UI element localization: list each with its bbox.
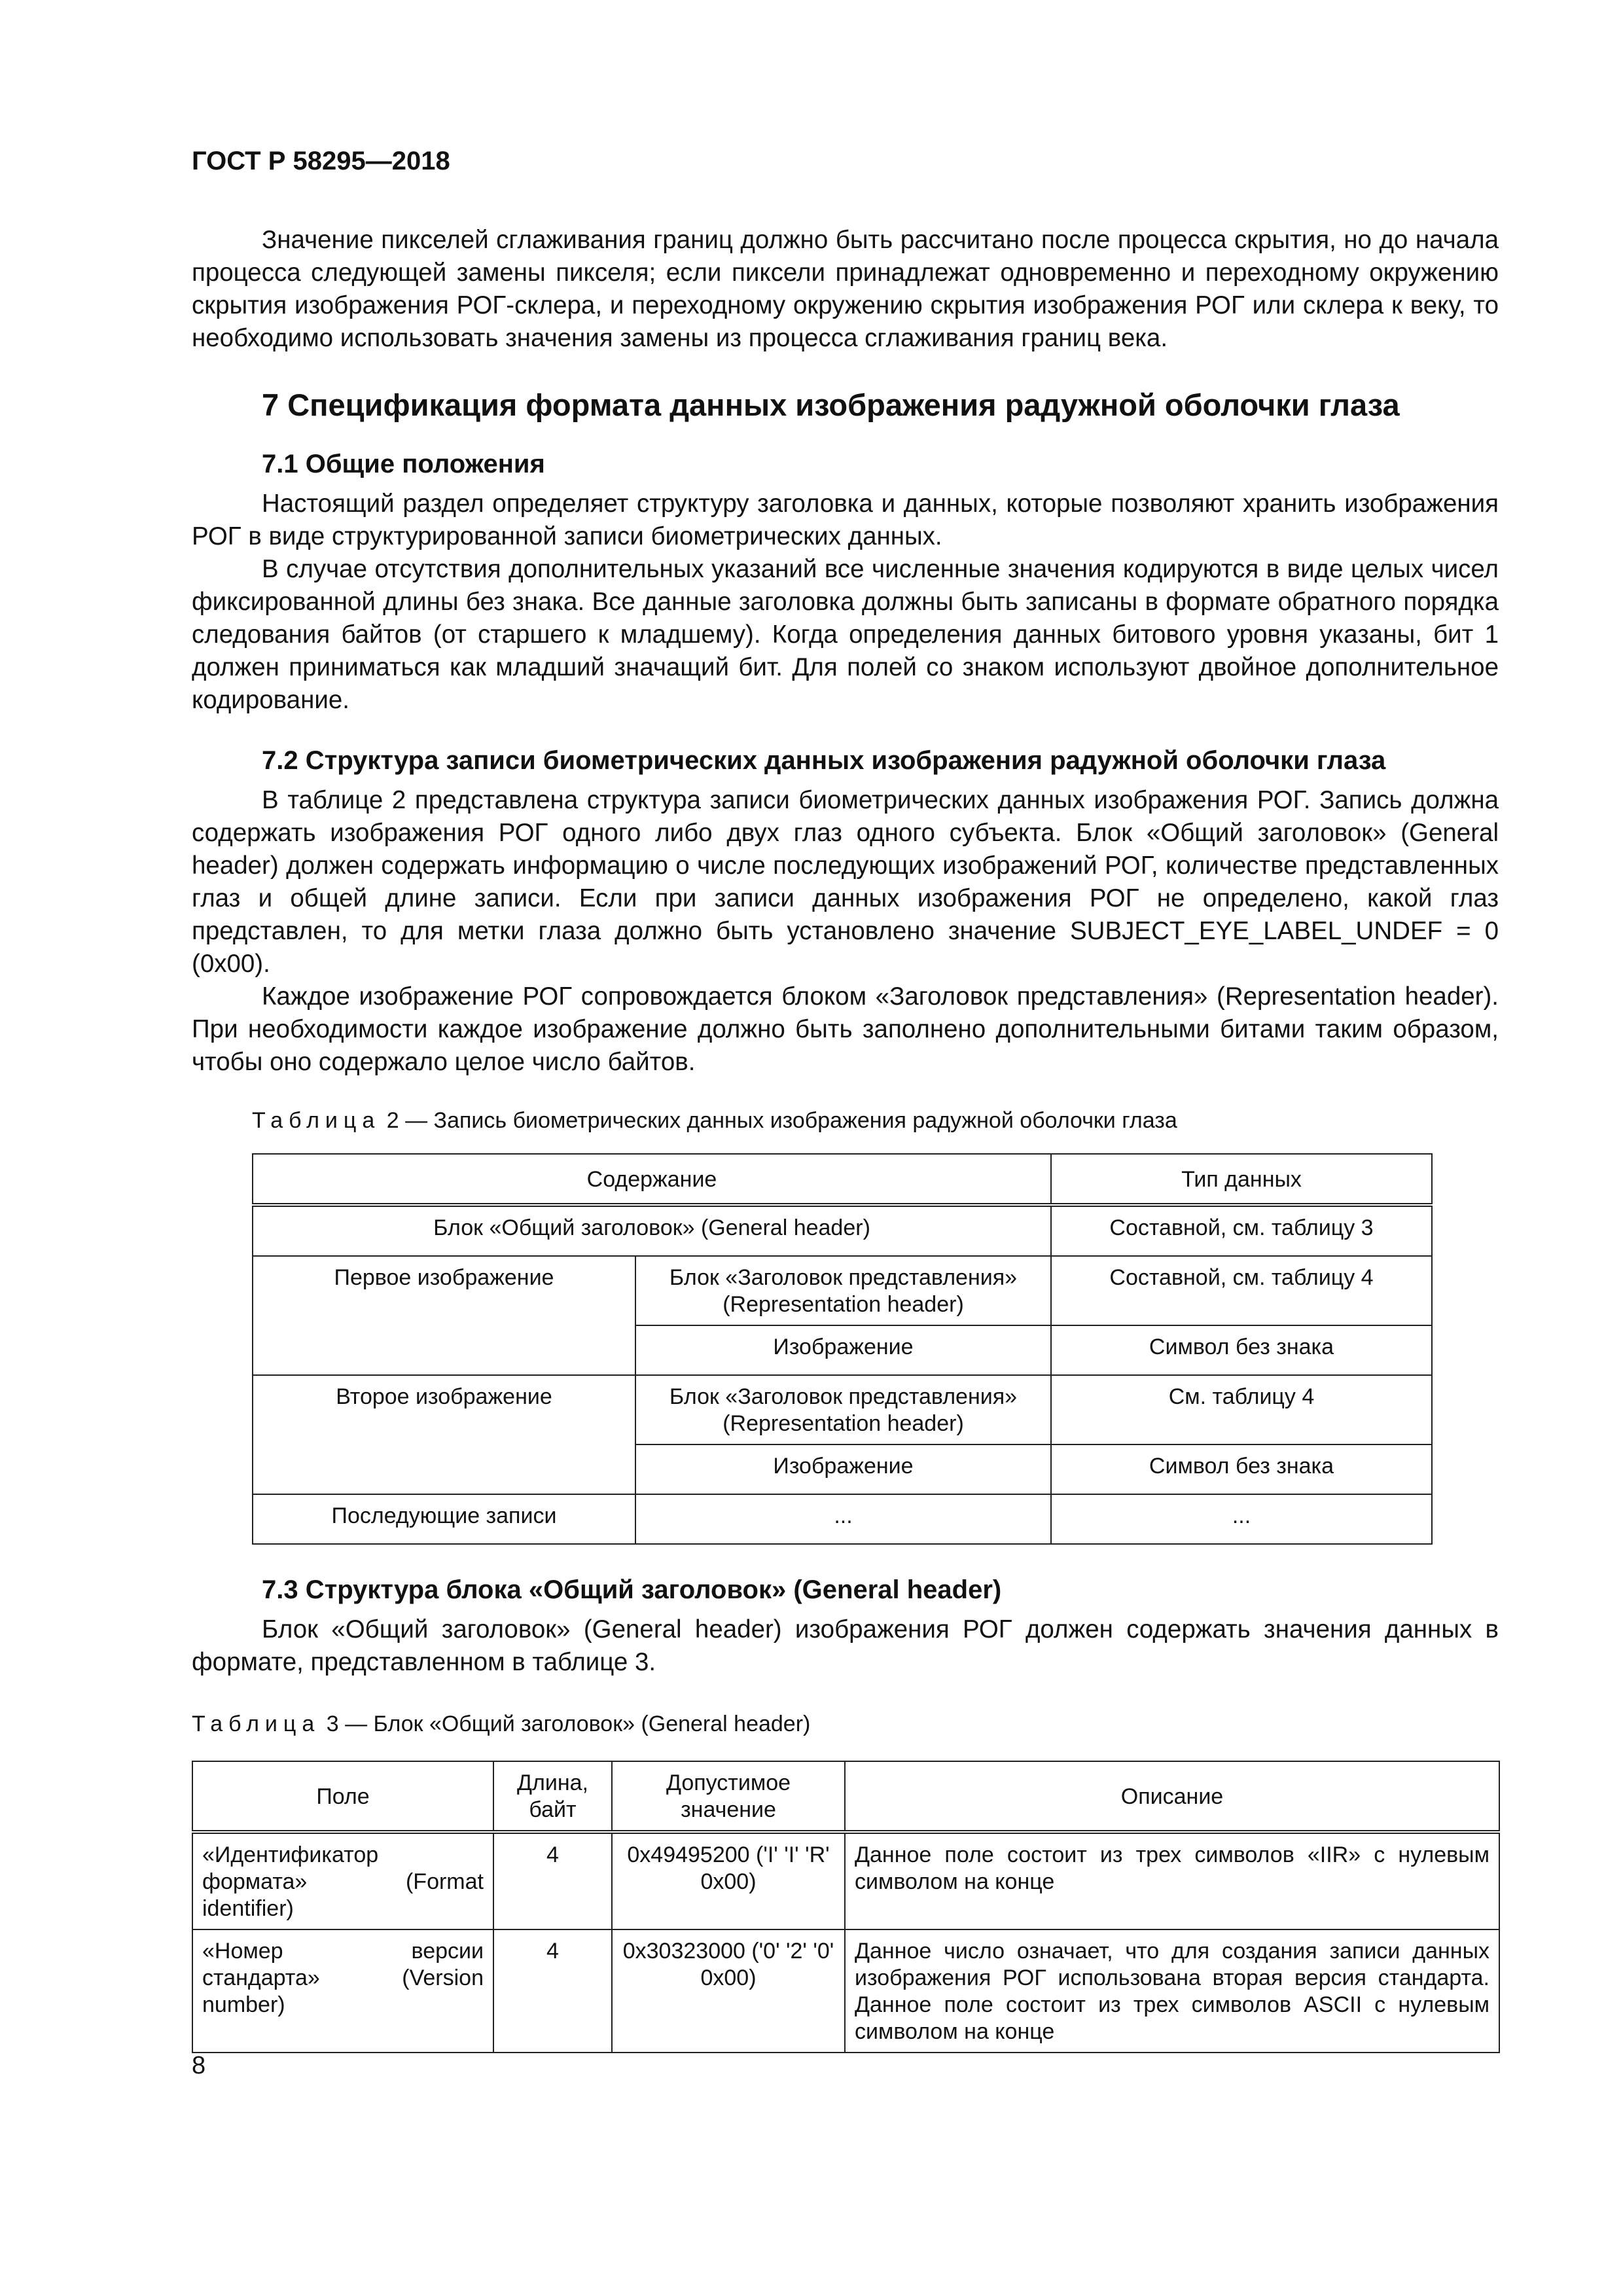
table-3 — [192, 1761, 1500, 2053]
table-2 — [252, 1153, 1433, 1545]
table-3-caption — [192, 1710, 810, 1738]
table-cell: Второе изображение — [253, 1375, 635, 1494]
table-row — [253, 1494, 1432, 1544]
table-cell: ... — [1051, 1494, 1432, 1544]
table-cell: См. таблицу 4 — [1051, 1375, 1432, 1444]
table-cell: Последующие записи — [253, 1494, 635, 1544]
table-3-caption-label: Таблица — [192, 1712, 321, 1736]
table-cell: Первое изображение — [253, 1256, 635, 1375]
intro-paragraph: Значение пикселей сглаживания границ должно быть рассчитано после процесса скрытия, но до начала процесса следующей замены пикселя; если пиксели принадлежат одновременно и переходному окружению скрытия изображения РОГ-склера, и переходному окружению скрытия изображения РОГ или склера к веку, то необходимо использовать значения замены из процесса сглаживания границ века. — [192, 226, 1499, 352]
section-7-1-title: 7.1 Общие положения — [262, 450, 545, 478]
table-2-caption-label: Таблица — [252, 1108, 381, 1133]
table-cell: Составной, см. таблицу 3 — [1051, 1205, 1432, 1256]
section-7-3-title: 7.3 Структура блока «Общий заголовок» (General header) — [262, 1575, 1002, 1604]
table-row — [253, 1154, 1432, 1205]
table-header-cell: Длина, байт — [493, 1761, 612, 1832]
section-7-3-paragraph: Блок «Общий заголовок» (General header) изображения РОГ должен содержать значения данных в формате, представленном в таблице 3. — [192, 1615, 1499, 1676]
section-7-3 — [192, 1573, 1499, 1679]
section-7-2-paragraph: Каждое изображение РОГ сопровождается блоком «Заголовок представления» (Representation header). При необходимости каждое изображение должно быть заполнено дополнительными битами таким образом, чтобы оно содержало целое число байтов. — [192, 982, 1499, 1076]
table-row — [253, 1375, 1432, 1444]
table-header-cell: Поле — [192, 1761, 493, 1832]
table-row — [253, 1256, 1432, 1325]
document-id: ГОСТ Р 58295—2018 — [192, 147, 450, 175]
table-header-cell: Тип данных — [1051, 1154, 1432, 1205]
table-cell: Изображение — [635, 1325, 1051, 1375]
section-7-2 — [192, 744, 1499, 1079]
table-2-caption — [252, 1106, 1177, 1135]
section-7-heading-block — [192, 386, 1499, 425]
table-cell: Блок «Заголовок представления» (Representation header) — [635, 1256, 1051, 1325]
section-7-1-paragraph: В случае отсутствия дополнительных указаний все численные значения кодируются в виде целых чисел фиксированной длины без знака. Все данные заголовка должны быть записаны в формате обратного порядка следования байтов (от старшего к младшему). Когда определения данных битового уровня указаны, бит 1 должен приниматься как младший значащий бит. Для полей со знаком используют двойное дополнительное кодирование. — [192, 555, 1499, 714]
table-cell: Составной, см. таблицу 4 — [1051, 1256, 1432, 1325]
table-cell: Блок «Заголовок представления» (Representation header) — [635, 1375, 1051, 1444]
section-7-2-paragraph: В таблице 2 представлена структура записи биометрических данных изображения РОГ. Запись должна содержать изображения РОГ одного либо двух глаз одного субъекта. Блок «Общий заголовок» (General header) должен содержать информацию о числе последующих изображений РОГ, количестве представленных глаз и общей длине записи. Если при записи данных изображения РОГ не определено, какой глаз представлен, то для метки глаза должно быть установлено значение SUBJECT_EYE_LABEL_UNDEF = 0 (0x00). — [192, 786, 1499, 978]
table-row — [253, 1205, 1432, 1256]
section-7-1-paragraph: Настоящий раздел определяет структуру заголовка и данных, которые позволяют хранить изображения РОГ в виде структурированной записи биометрических данных. — [192, 490, 1499, 550]
table-row — [192, 1832, 1499, 1929]
table-cell: Символ без знака — [1051, 1325, 1432, 1375]
page-number: 8 — [192, 2052, 206, 2079]
table-row — [192, 1761, 1499, 1832]
table-cell: Данное число означает, что для создания записи данных изображения РОГ использована вторая версия стандарта. Данное поле состоит из трех символов ASCII с нулевым символом на конце — [845, 1929, 1499, 2053]
table-3-caption-text: 3 — Блок «Общий заголовок» (General header) — [320, 1712, 811, 1736]
table-cell: 4 — [493, 1832, 612, 1929]
table-cell: 0x49495200 ('I' 'I' 'R' 0x00) — [612, 1832, 845, 1929]
table-cell: Символ без знака — [1051, 1444, 1432, 1494]
table-cell: «Номер версии стандарта» (Version number) — [192, 1929, 493, 2053]
table-header-cell: Содержание — [253, 1154, 1051, 1205]
table-cell: 4 — [493, 1929, 612, 2053]
table-cell: ... — [635, 1494, 1051, 1544]
section-7-2-title: 7.2 Структура записи биометрических данных изображения радужной оболочки глаза — [262, 746, 1386, 775]
table-cell: «Идентификатор формата» (Format identifier) — [192, 1832, 493, 1929]
table-header-cell: Описание — [845, 1761, 1499, 1832]
table-2-caption-text: 2 — Запись биометрических данных изображения радужной оболочки глаза — [380, 1108, 1177, 1133]
table-cell: Данное поле состоит из трех символов «IIR» с нулевым символом на конце — [845, 1832, 1499, 1929]
table-cell: Изображение — [635, 1444, 1051, 1494]
table-header-cell: Допустимое значение — [612, 1761, 845, 1832]
section-7-title: 7 Спецификация формата данных изображения радужной оболочки глаза — [262, 387, 1400, 422]
table-cell: Блок «Общий заголовок» (General header) — [253, 1205, 1051, 1256]
intro-section — [192, 224, 1499, 355]
section-7-1 — [192, 447, 1499, 717]
table-row — [192, 1929, 1499, 2053]
table-cell: 0x30323000 ('0' '2' '0' 0x00) — [612, 1929, 845, 2053]
